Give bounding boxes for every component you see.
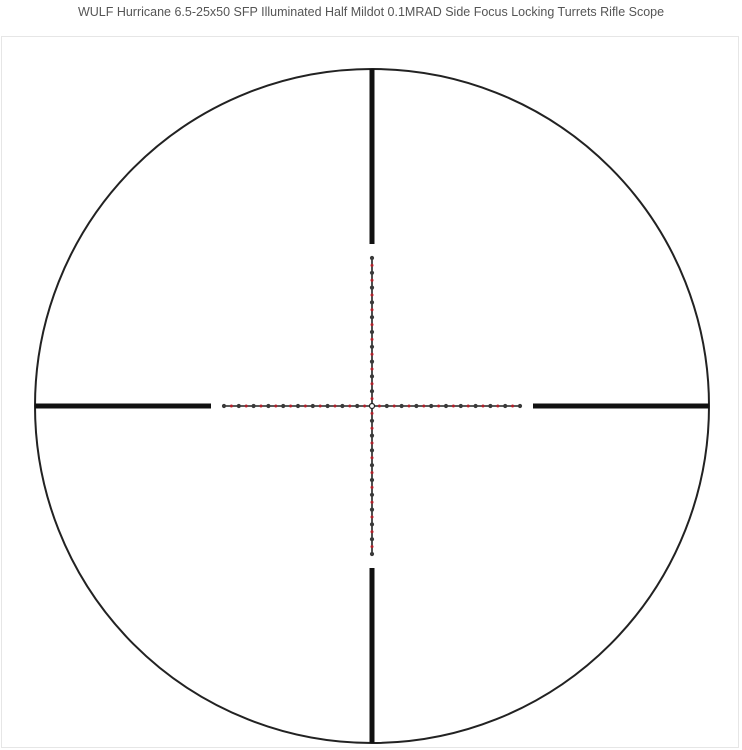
mildot-top — [370, 286, 374, 290]
mildot-bottom — [371, 412, 374, 415]
mildot-left — [230, 405, 233, 408]
mildot-bottom — [370, 493, 374, 497]
mildot-bottom — [371, 516, 374, 519]
mildot-left — [340, 404, 344, 408]
mildot-right — [378, 405, 381, 408]
mildot-right — [437, 405, 440, 408]
mildot-top — [371, 279, 374, 282]
mildot-left — [266, 404, 270, 408]
product-caption: WULF Hurricane 6.5-25x50 SFP Illuminated Half Mildot 0.1MRAD Side Focus Locking Turrets Rifle Scope — [77, 5, 665, 19]
mildot-left — [296, 404, 300, 408]
mildot-top — [370, 389, 374, 393]
mildot-top — [370, 315, 374, 319]
mildot-bottom — [370, 508, 374, 512]
mildot-bottom — [370, 537, 374, 541]
mildot-left — [319, 405, 322, 408]
mildot-top — [371, 353, 374, 356]
mildot-bottom — [371, 486, 374, 489]
mildot-bottom — [371, 427, 374, 430]
mildot-top — [370, 271, 374, 275]
mildot-right — [482, 405, 485, 408]
mildot-right — [400, 404, 404, 408]
mildot-top — [371, 264, 374, 267]
mildot-right — [408, 405, 411, 408]
mildot-left — [311, 404, 315, 408]
mildot-left — [326, 404, 330, 408]
mildot-left — [252, 404, 256, 408]
mildot-bottom — [370, 448, 374, 452]
mildot-bottom — [371, 442, 374, 445]
mildot-bottom — [371, 471, 374, 474]
mildot-right — [393, 405, 396, 408]
mildot-bottom — [370, 478, 374, 482]
mildot-bottom — [371, 545, 374, 548]
mildot-left — [334, 405, 337, 408]
mildot-right — [444, 404, 448, 408]
mildot-top — [371, 323, 374, 326]
mildot-right — [518, 404, 522, 408]
mildot-top — [371, 382, 374, 385]
mildot-bottom — [370, 522, 374, 526]
mildot-top — [370, 360, 374, 364]
mildot-right — [459, 404, 463, 408]
mildot-left — [222, 404, 226, 408]
mildot-right — [385, 404, 389, 408]
mildot-left — [245, 405, 248, 408]
mildot-right — [429, 404, 433, 408]
mildot-top — [370, 345, 374, 349]
mildot-left — [289, 405, 292, 408]
mildot-right — [488, 404, 492, 408]
mildot-top — [370, 374, 374, 378]
mildot-top — [371, 397, 374, 400]
mildot-bottom — [371, 456, 374, 459]
mildot-left — [355, 404, 359, 408]
mildot-bottom — [370, 419, 374, 423]
mildot-left — [274, 405, 277, 408]
mildot-top — [371, 338, 374, 341]
mildot-right — [414, 404, 418, 408]
mildot-bottom — [370, 463, 374, 467]
mildot-right — [422, 405, 425, 408]
mildot-top — [371, 294, 374, 297]
mildot-bottom — [370, 552, 374, 556]
mildot-bottom — [370, 434, 374, 438]
mildot-bottom — [371, 501, 374, 504]
mildot-left — [260, 405, 263, 408]
mildot-right — [474, 404, 478, 408]
mildot-top — [371, 368, 374, 371]
mildot-left — [363, 405, 366, 408]
mildot-right — [496, 405, 499, 408]
mildot-top — [370, 256, 374, 260]
mildot-left — [281, 404, 285, 408]
mildot-top — [371, 308, 374, 311]
mildot-right — [467, 405, 470, 408]
mildot-right — [503, 404, 507, 408]
mildot-left — [348, 405, 351, 408]
mildot-top — [370, 300, 374, 304]
mildot-left — [237, 404, 241, 408]
mildot-right — [452, 405, 455, 408]
mildot-left — [304, 405, 307, 408]
mildot-bottom — [371, 530, 374, 533]
center-dot — [370, 404, 375, 409]
mildot-top — [370, 330, 374, 334]
mildot-right — [511, 405, 514, 408]
